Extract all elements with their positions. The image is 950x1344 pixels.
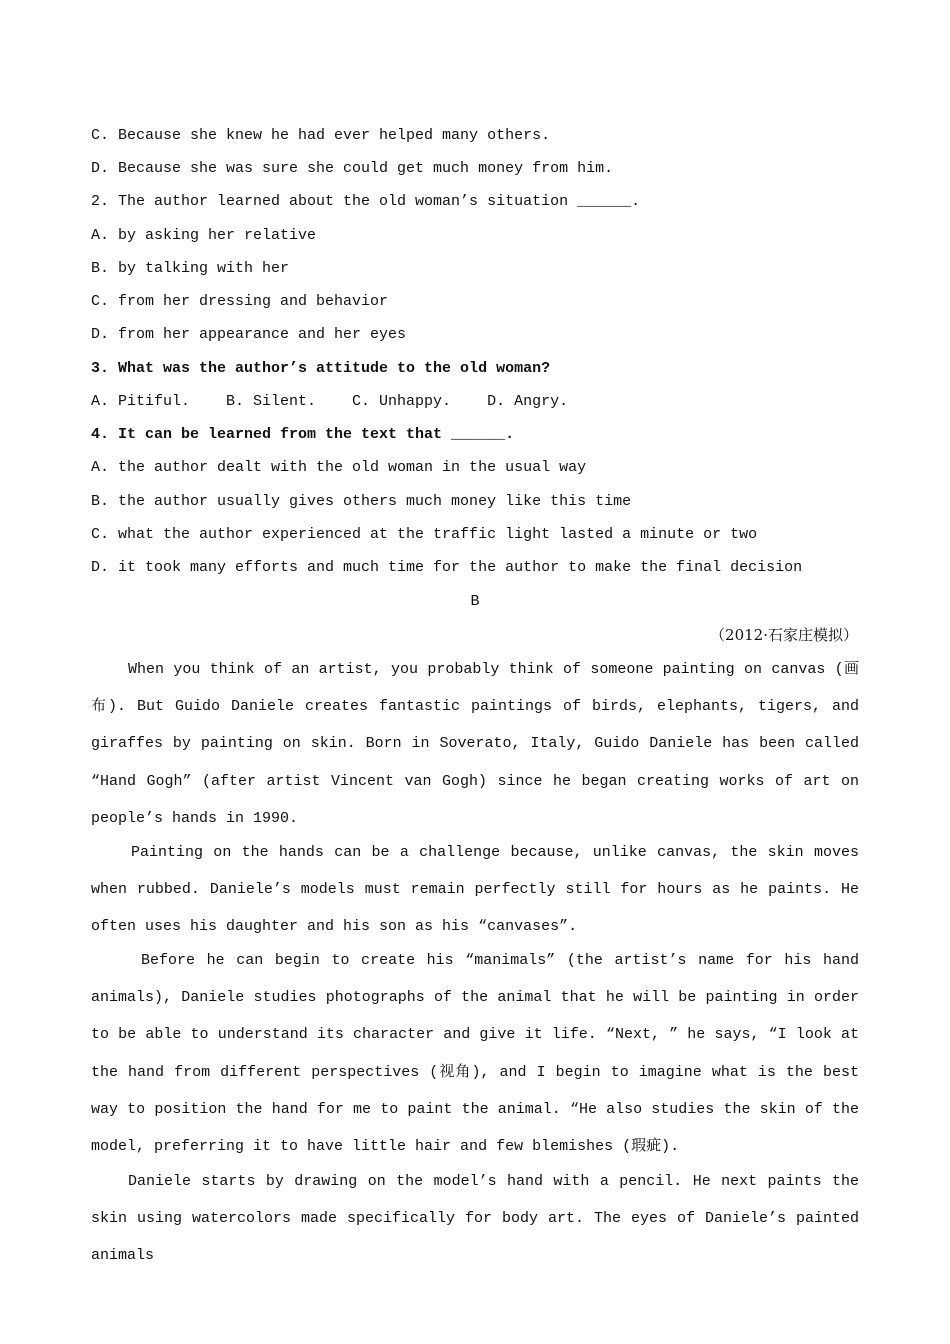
q4-option-d: D. it took many efforts and much time for the author to make the final decision [91,559,803,576]
question-3: 3. What was the author’s attitude to the old woman? [91,360,551,377]
q2-option-d: D. from her appearance and her eyes [91,326,407,343]
passage-paragraph-2: Painting on the hands can be a challenge because, unlike canvas, the skin moves when rubbed. Daniele’s models must remain perfectly still for hours as he paints. He often uses his daughter and his son as his “canvases”. [91,844,859,936]
passage-paragraph-3: Before he can begin to create his “manimals” (the artist’s name for his hand animals), Daniele studies photographs of the animal that he will be painting in order to be able to understand its character and give it life. “Next, ” he says, “I look at the hand from different perspectives (视角), and I begin to imagine what is the best way to position the hand for me to paint the animal. “He also studies the skin of the model, preferring it to have little hair and few blemishes (瑕疵). [91,952,859,1156]
source-note: （2012·石家庄模拟） [710,626,858,644]
q4-option-a: A. the author dealt with the old woman in the usual way [91,459,587,476]
q1-option-c: C. Because she knew he had ever helped many others. [91,127,551,144]
question-2: 2. The author learned about the old woman’s situation ______. [91,193,641,210]
q2-option-c: C. from her dressing and behavior [91,293,389,310]
q1-option-d: D. Because she was sure she could get much money from him. [91,160,614,177]
passage-paragraph-4: Daniele starts by drawing on the model’s hand with a pencil. He next paints the skin using watercolors made specifically for body art. The eyes of Daniele’s painted animals [91,1173,859,1265]
q2-option-a: A. by asking her relative [91,227,317,244]
passage-paragraph-1: When you think of an artist, you probably think of someone painting on canvas (画布). But Guido Daniele creates fantastic paintings of birds, elephants, tigers, and giraffes by painting on skin. Born in Soverato, Italy, Guido Daniele has been called “Hand Gogh” (after artist Vincent van Gogh) since he began creating works of art on people’s hands in 1990. [91,661,859,827]
section-label: B [470,593,480,610]
q2-option-b: B. by talking with her [91,260,290,277]
q4-option-c: C. what the author experienced at the traffic light lasted a minute or two [91,526,758,543]
q4-option-b: B. the author usually gives others much money like this time [91,493,632,510]
q3-options: A. Pitiful. B. Silent. C. Unhappy. D. Angry. [91,393,569,410]
question-4: 4. It can be learned from the text that ______. [91,426,515,443]
